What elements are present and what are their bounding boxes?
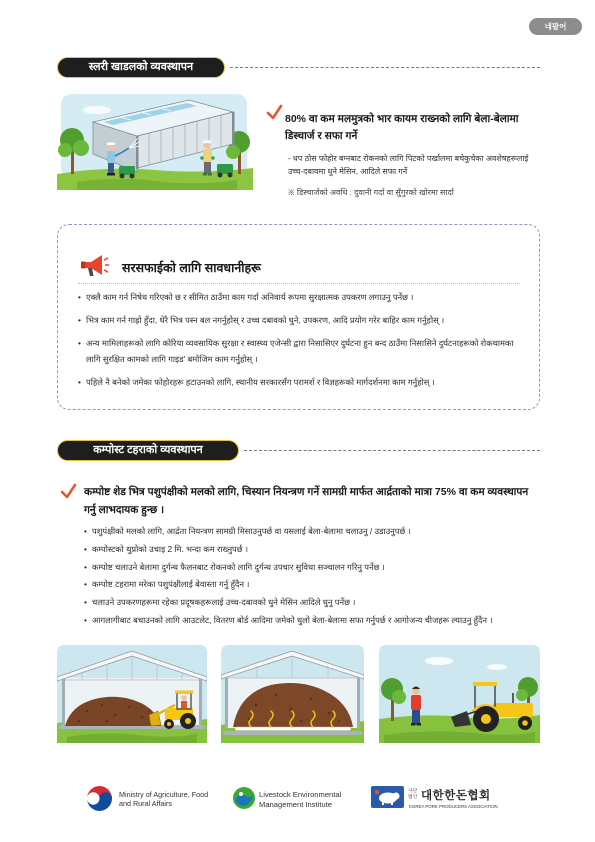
list-item: • पहिले नै बनेको जमेका फोहोरहरू हटाउनको लागि, स्थानीय सरकारसँग परामर्श र विज्ञहरूको मार्गदर्शनमा काम गर्नुहोस् ।: [78, 374, 530, 390]
institute-logo: [232, 786, 256, 810]
ministry-logo: [86, 785, 113, 812]
compost-list: [84, 524, 540, 631]
title-separator: [78, 283, 520, 284]
list-item: • कम्पोस्टको थुप्रोको उचाइ 2 मि. भन्दा कम राख्नुपर्छ ।: [84, 542, 540, 556]
list-item: • आगलागीबाट बचाउनको लागि आउटलेट, वितरण बोर्ड आदिमा जमेको धुलो बेला-बेलामा सफा गर्नुपर्छ र आगोजन्य चीजहरू ल्याउनु हुँदैन ।: [84, 613, 540, 627]
check-icon: [60, 483, 77, 500]
list-item: • एक्लै काम गर्न निषेध गरिएको छ र सीमित ठाउँमा काम गर्दा अनिवार्य रूपमा सुरक्षात्मक उपकरण लगाउनु पर्नेछ ।: [78, 289, 530, 305]
ministry-name-line1: Ministry of Agriculture, Food: [119, 790, 209, 799]
section-heading-compost: कम्पोस्ट टहराको व्यवस्थापन: [57, 440, 239, 461]
ministry-name: [119, 790, 208, 808]
slurry-pit-illustration: [57, 92, 253, 190]
language-tab: 네팔어: [529, 18, 582, 35]
list-item: • अन्य मामिलाहरूको लागि कोरिया व्यवसायिक सुरक्षा र स्वास्थ्य एजेन्सी द्वारा निसासिएर दुर्घटना हुन बन्द ठाउँमा निसासिने दुर्घटनाहरूको रोकथामका लागि सुरक्षित कामको लागि गाइड' बमोजिम काम गर्नुहोस् ।: [78, 335, 530, 367]
section-heading-slurry: स्लरी खाडलको व्यवस्थापन: [57, 57, 225, 78]
association-prefix-line2: 법인: [408, 795, 418, 800]
precautions-title: सरसफाईको लागि सावधानीहरू: [122, 261, 261, 275]
association-prefix-line1: 사단: [408, 789, 418, 794]
institute-name-line2: Management Institute: [259, 799, 333, 809]
list-item: • भित्र काम गर्न गाह्रो हुँदा, धेरै भित्र पस्न बल नगर्नुहोस् र उच्च दबावको धुने, उपकरण, आदि प्रयोग गरेर बाहिर काम गर्नुहोस् ।: [78, 312, 530, 328]
field-tractor-illustration: [379, 645, 540, 743]
precautions-list: [78, 289, 530, 397]
section-divider: [230, 67, 540, 68]
air-pipe: [235, 727, 351, 731]
precautions-box: [57, 224, 540, 410]
compost-tractor-illustration: [57, 645, 207, 743]
compost-main-point: कम्पोष्ट शेड भित्र पशुपंक्षीको मलको लागि, चिस्यान नियन्त्रण गर्ने सामग्री मार्फत आर्द्रताको मात्रा 75% वा कम व्यवस्थापन गर्नु लाभदायक हुन्छ ।: [84, 486, 529, 516]
institute-name: [259, 790, 341, 809]
list-item: • कम्पोष्ट टहरामा मरेका पशुपंक्षीलाई बेवास्ता गर्नु हुँदैन ।: [84, 577, 540, 591]
ministry-name-line2: and Rural Affairs: [119, 799, 173, 808]
discharge-note: ※ डिस्चार्जको अवधि : दुवानी गर्दा वा सुँगुरको खोरमा सार्दा: [288, 188, 454, 197]
megaphone-icon: [79, 250, 109, 280]
association-logo: [371, 786, 404, 808]
compost-aeration-illustration: [221, 645, 364, 743]
section-divider: [244, 450, 540, 451]
association-name: 대한한돈협회: [421, 790, 491, 802]
institute-name-line1: Livestock Environmental: [259, 790, 342, 799]
association-english-name: KOREA PORK PRODUCERS ASSOCIATION: [409, 804, 498, 809]
association-prefix: [408, 789, 417, 801]
check-icon: [266, 104, 283, 121]
list-item: • चलाउने उपकरणहरूमा रहेका प्रदूषकहरूलाई उच्च-दबावको धुने मेसिन आदिले धुनु पर्नेछ ।: [84, 595, 540, 609]
farmer: [411, 687, 421, 726]
slurry-main-point: 80% वा कम मलमुत्रको भार कायम राख्नको लागि बेला-बेलामा डिस्चार्ज र सफा गर्ने: [285, 113, 519, 142]
list-item: • कम्पोष्ट चलाउने बेलामा दुर्गन्ध फैलनबाट रोकनको लागि दुर्गन्ध उपचार सुविधा सञ्चालन गरिनु पर्नेछ ।: [84, 560, 540, 574]
slurry-sub-point: - धप ठोस फोहोर बग्नबाट रोकनको लागि पिटको पर्खालमा बचेकुचेका अवशेषहरूलाई उच्च-दबावमा धुने मेसिन, आदिले सफा गर्ने: [288, 154, 529, 176]
list-item: • पशुपंक्षीको मलको लागि, आर्द्रता नियन्त्रण सामग्री मिसाउनुपर्छ वा यसलाई बेला-बेलामा चलाउनु / उडाउनुपर्छ ।: [84, 524, 540, 538]
